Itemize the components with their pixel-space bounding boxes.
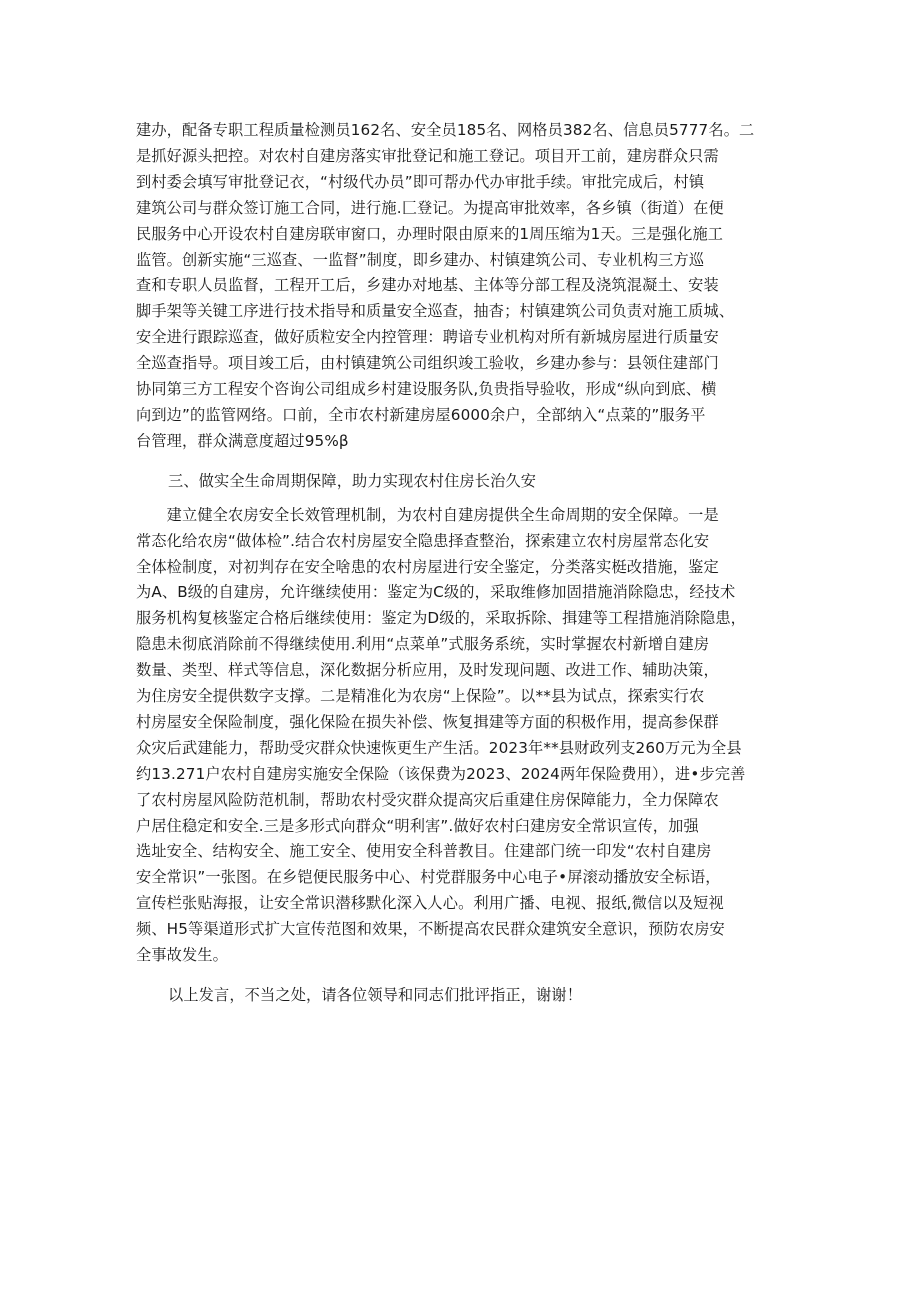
paragraph-section-three: [136, 503, 784, 969]
text-line: 约13.271户农村自建房实施安全保险（该保费为2023、2024两年保险费用），进•步完善: [136, 764, 746, 783]
text-line: 到村委会填写审批登记衣，“村级代办员”即可帮办代办审批手续。审批完成后，村镇: [136, 172, 705, 191]
text-line: 隐患未彻底消除前不得继续使用.利用“点菜单”式服务系统，实时掌握农村新增自建房: [136, 635, 710, 654]
text-line: 脚手架等关键工序进行技术指导和质量安全巡查，抽杳；村镇建筑公司负责对施工质城、: [136, 302, 735, 321]
text-line: 了农村房屋风险防范机制，帮助农村受灾群众提高灾后重建住房保障能力，全力保障农: [136, 790, 719, 809]
text-line: 建筑公司与群众签订施工合同，进行施.匚登记。为提高审批效率，各乡镇（街道）在便: [136, 198, 724, 217]
text-line: 宣传栏张贴海报，让安全常识潜移默化深入人心。利用广播、电视、报纸,微信以及短视: [136, 894, 724, 913]
text-line: 建立健全农房安全长效管理机制，为农村自建房提供全生命周期的安全保障。一是: [136, 505, 719, 524]
text-line: 常态化给农房“做体检”.结合农村房屋安全隐患择查整治，探索建立农村房屋常态化安: [136, 531, 710, 550]
section-heading: 三、做实全生命周期保障，助力实现农村住房长治久安: [168, 471, 537, 490]
text-line: 向到边”的监管网络。口前，全市农村新建房屋6000余户，全部纳入“点菜的”服务平: [136, 405, 706, 424]
text-line: 村房屋安全保险制度，强化保险在损失补偿、恢复揖建等方面的积极作用，提高参保群: [136, 712, 719, 731]
closing-remark: 以上发言，不当之处，请各位领导和同志们批评指正，谢谢！: [168, 986, 583, 1004]
paragraph-continuation: [136, 118, 784, 455]
text-line: 建办，配备专职工程质量检测员162名、安全员185名、网格员382名、信息员5777名。二: [136, 121, 755, 139]
text-line: 安全常识”一张图。在乡铠便民服务中心、村党群服务中心电子•屏滚动播放安全标语，: [136, 868, 721, 887]
text-line: 服务机构复核鉴定合格后继续使用：鉴定为D级的，采取拆除、揖建等工程措施消除隐患，: [136, 609, 747, 628]
text-line: 全事故发生。: [136, 946, 229, 965]
text-line: 数量、类型、样式等信息，深化数据分析应用，及时发现问题、改进工作、辅助决策，: [136, 661, 719, 680]
document-body: [136, 118, 784, 1009]
text-line: 全体检制度，对初判存在安全啥患的农村房屋进行安全鉴定，分类落实梃改措施，鉴定: [136, 557, 719, 576]
text-line: 民服务中心开设农村自建房联审窗口，办理时限由原来的1周压缩为1天。三是强化施工: [136, 224, 724, 243]
text-line: 全巡查指导。项目竣工后，由村镇建筑公司组织竣工验收，乡建办参与：县领住建部门: [136, 354, 719, 373]
text-line: 众灾后武建能力，帮助受灾群众快速恢更生产生活。2023年**县财政列支260万元为全县: [136, 738, 742, 757]
text-line: 是抓好源头把控。对农村自建房落实审批登记和施工登记。项目开工前，建房群众只需: [136, 146, 719, 165]
text-line: 安全进行跟踪巡查，做好质粒安全内控管理：聘谙专业机构对所有新城房屋进行质量安: [136, 328, 719, 347]
text-line: 为A、B级的自建房，允许继续使用：鉴定为C级的，采取维修加固措施消除隐忠，经技术: [136, 583, 736, 602]
text-line: 户居住稳定和安全.三是多形式向群众“明利害”.做好农村臼建房安全常识宣传，加强: [136, 816, 699, 835]
text-line: 协同第三方工程安个咨询公司组成乡村建设服务队,负贵指导验收，形成“纵向到底、横: [136, 380, 717, 399]
text-line: 频、H5等渠道形式扩大宣传范图和效果，不断提高农民群众建筑安全意识，预防农房安: [136, 920, 725, 939]
text-line: 监管。创新实施“三巡查、一监督”制度，即乡建办、村镇建筑公司、专业机构三方巡: [136, 250, 705, 269]
text-line: 为住房安全提供数字支撑。二是精准化为农房“上保险”。以**县为试点，探索实行农: [136, 687, 705, 706]
text-line: 台管理，群众满意度超过95%β: [136, 431, 349, 450]
text-line: 选址安全、结构安全、施工安全、使用安全科普教目。住建部门统一印发“农村自建房: [136, 842, 712, 861]
text-line: 查和专职人员监督，工程开工后，乡建办对地基、主体等分部工程及浇筑混凝土、安装: [136, 276, 719, 295]
